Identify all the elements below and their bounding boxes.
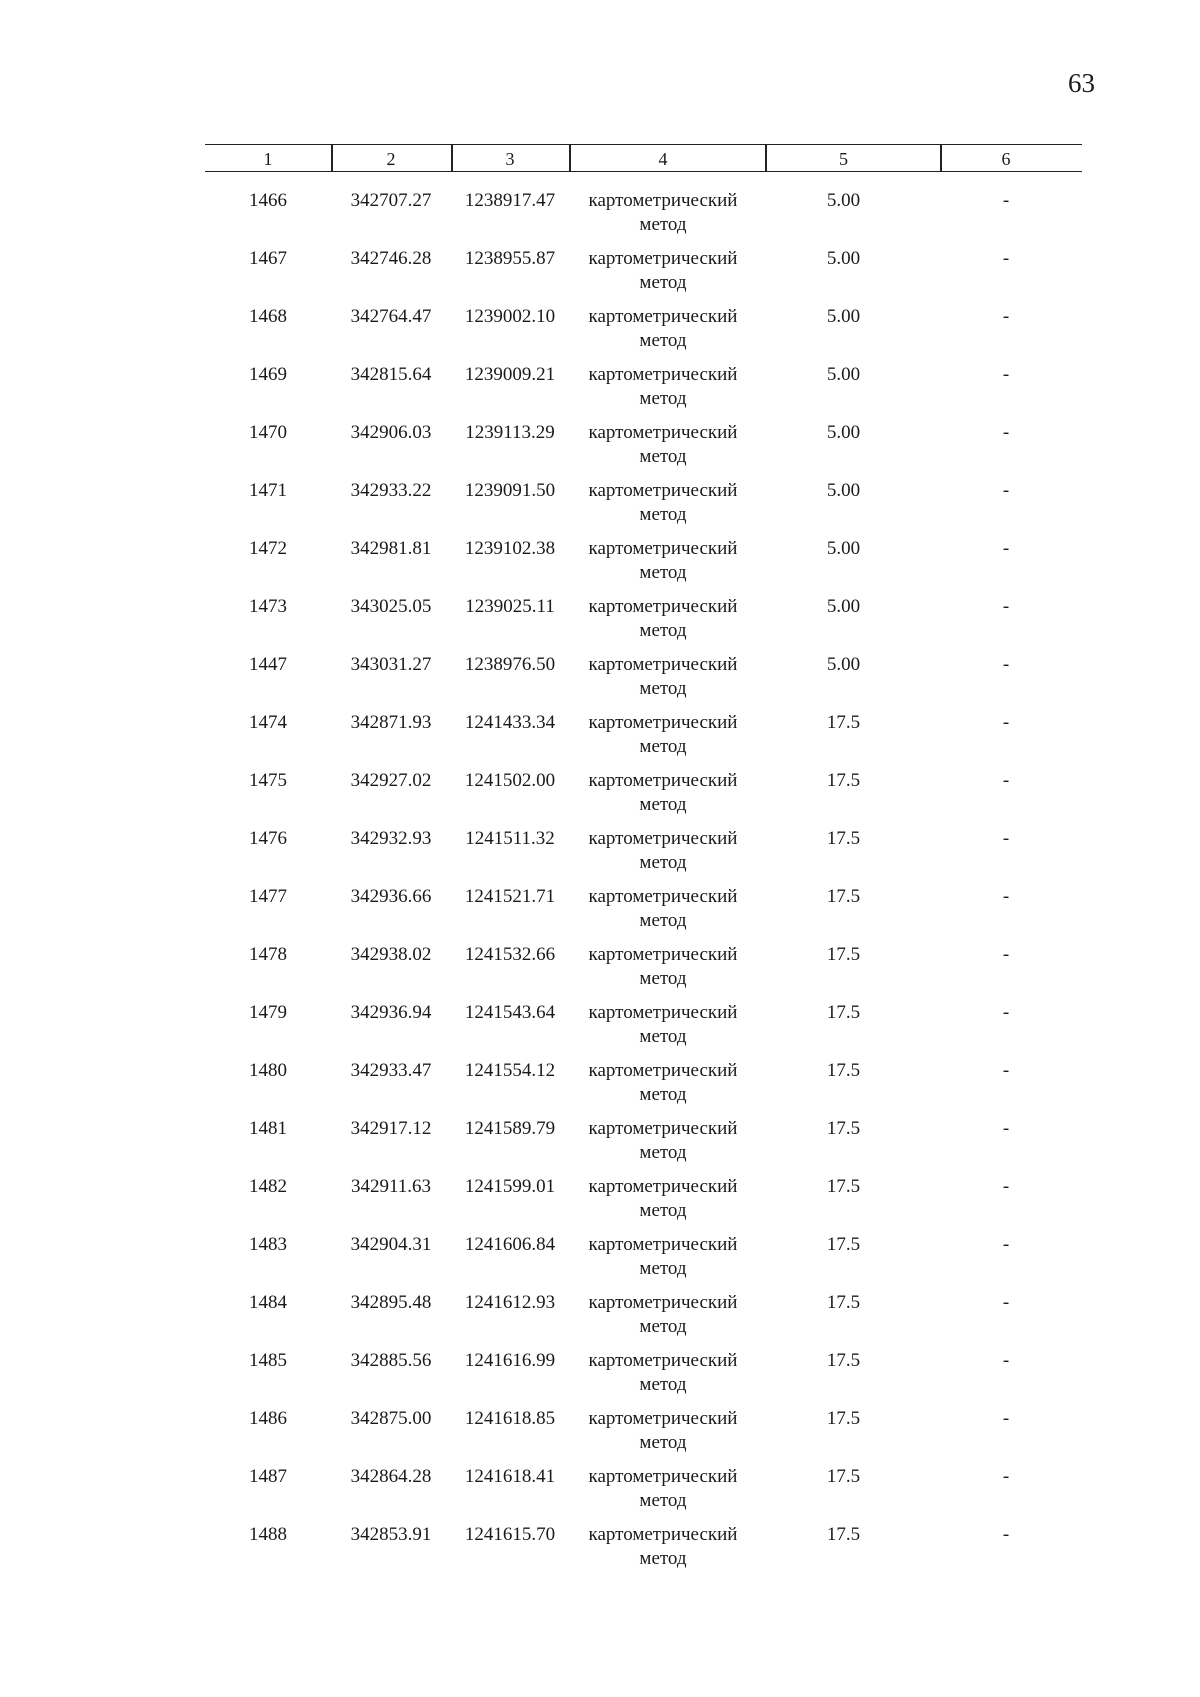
coordinate-y: 1239009.21 [464,364,556,385]
table-body [205,172,1082,1581]
method-cell [569,885,757,933]
method-line-1: картометрический [588,944,738,965]
column-header: 4 [658,149,668,169]
coordinate-y: 1241543.64 [464,1002,556,1023]
coordinate-x: 342815.64 [350,364,432,385]
coordinate-x: 342707.27 [350,190,432,211]
coordinate-y: 1238955.87 [464,248,556,269]
method-line-1: картометрический [588,1466,738,1487]
method-cell [569,1407,757,1455]
column-divider [331,145,333,171]
coordinate-y: 1241606.84 [464,1234,556,1255]
method-line-1: картометрический [588,770,738,791]
coordinate-y: 1239091.50 [464,480,556,501]
column-divider [940,145,942,171]
accuracy-value: 5.00 [826,538,861,559]
accuracy-value: 17.5 [826,886,861,907]
method-cell [569,1233,757,1281]
table-row [205,421,1082,479]
method-cell [569,537,757,585]
column-divider [451,145,453,171]
point-number: 1467 [249,248,287,269]
description-value: - [1002,422,1010,443]
point-number: 1471 [249,480,287,501]
table-row [205,769,1082,827]
column-header: 3 [505,149,515,169]
table-row [205,943,1082,1001]
method-line-1: картометрический [588,1524,738,1545]
point-number: 1478 [249,944,287,965]
coordinate-y: 1239002.10 [464,306,556,327]
description-value: - [1002,886,1010,907]
method-line-1: картометрический [588,828,738,849]
method-cell [569,247,757,295]
method-cell [569,363,757,411]
table-row [205,1349,1082,1407]
accuracy-value: 17.5 [826,1118,861,1139]
coordinate-x: 342864.28 [350,1466,432,1487]
coordinate-x: 342936.66 [350,886,432,907]
accuracy-value: 5.00 [826,596,861,617]
method-cell [569,1349,757,1397]
coordinate-x: 342981.81 [350,538,432,559]
accuracy-value: 5.00 [826,654,861,675]
point-number: 1480 [249,1060,287,1081]
accuracy-value: 17.5 [826,1060,861,1081]
table-row [205,1291,1082,1349]
method-line-1: картометрический [588,306,738,327]
method-cell [569,1059,757,1107]
method-cell [569,943,757,991]
description-value: - [1002,1524,1010,1545]
accuracy-value: 17.5 [826,1002,861,1023]
coordinate-y: 1241433.34 [464,712,556,733]
coordinate-x: 342917.12 [350,1118,432,1139]
table-row [205,1059,1082,1117]
coordinate-y: 1241502.00 [464,770,556,791]
method-cell [569,769,757,817]
description-value: - [1002,1350,1010,1371]
description-value: - [1002,654,1010,675]
point-number: 1447 [249,654,287,675]
coordinate-x: 343031.27 [350,654,432,675]
coordinate-x: 342906.03 [350,422,432,443]
coordinate-x: 342932.93 [350,828,432,849]
description-value: - [1002,828,1010,849]
method-cell [569,1001,757,1049]
description-value: - [1002,1060,1010,1081]
method-line-2: метод [639,794,687,815]
point-number: 1488 [249,1524,287,1545]
method-cell [569,305,757,353]
coordinate-y: 1241511.32 [465,828,555,849]
method-line-1: картометрический [588,886,738,907]
point-number: 1487 [249,1466,287,1487]
accuracy-value: 5.00 [826,422,861,443]
description-value: - [1002,538,1010,559]
table-row [205,1175,1082,1233]
method-line-2: метод [639,852,687,873]
method-line-2: метод [639,1026,687,1047]
description-value: - [1002,190,1010,211]
method-line-1: картометрический [588,1118,738,1139]
accuracy-value: 17.5 [826,944,861,965]
method-line-2: метод [639,562,687,583]
coordinate-x: 342871.93 [350,712,432,733]
method-line-2: метод [639,1142,687,1163]
table-row [205,711,1082,769]
method-line-2: метод [639,1490,687,1511]
accuracy-value: 5.00 [826,364,861,385]
method-cell [569,1175,757,1223]
coordinate-x: 342895.48 [350,1292,432,1313]
method-line-1: картометрический [588,596,738,617]
method-line-1: картометрический [588,654,738,675]
method-line-2: метод [639,736,687,757]
method-line-2: метод [639,330,687,351]
column-divider [765,145,767,171]
coordinate-x: 343025.05 [350,596,432,617]
coordinate-x: 342933.22 [350,480,432,501]
coordinate-y: 1241521.71 [464,886,556,907]
point-number: 1473 [249,596,287,617]
coordinate-x: 342904.31 [350,1234,432,1255]
coordinate-y: 1239025.11 [465,596,555,617]
table-row [205,885,1082,943]
point-number: 1475 [249,770,287,791]
method-cell [569,1523,757,1571]
method-cell [569,595,757,643]
coordinates-table [205,144,1082,1581]
description-value: - [1002,1234,1010,1255]
method-cell [569,827,757,875]
table-row [205,827,1082,885]
method-line-2: метод [639,504,687,525]
description-value: - [1002,596,1010,617]
method-cell [569,1465,757,1513]
point-number: 1472 [249,538,287,559]
method-line-1: картометрический [588,422,738,443]
coordinate-y: 1241612.93 [464,1292,556,1313]
point-number: 1485 [249,1350,287,1371]
coordinate-y: 1241599.01 [464,1176,556,1197]
table-row [205,1407,1082,1465]
description-value: - [1002,1176,1010,1197]
accuracy-value: 17.5 [826,1466,861,1487]
coordinate-y: 1238976.50 [464,654,556,675]
coordinate-x: 342746.28 [350,248,432,269]
method-line-1: картометрический [588,1060,738,1081]
method-cell [569,189,757,237]
page-number: 63 [1068,68,1095,98]
point-number: 1484 [249,1292,287,1313]
method-line-1: картометрический [588,1292,738,1313]
coordinate-x: 342936.94 [350,1002,432,1023]
accuracy-value: 5.00 [826,248,861,269]
point-number: 1469 [249,364,287,385]
method-line-2: метод [639,1432,687,1453]
method-line-1: картометрический [588,364,738,385]
method-line-2: метод [639,910,687,931]
table-row [205,1001,1082,1059]
accuracy-value: 17.5 [826,1350,861,1371]
point-number: 1486 [249,1408,287,1429]
point-number: 1483 [249,1234,287,1255]
coordinate-y: 1241589.79 [464,1118,556,1139]
column-divider [569,145,571,171]
column-header: 1 [263,149,273,169]
description-value: - [1002,1002,1010,1023]
table-row [205,1233,1082,1291]
method-line-1: картометрический [588,190,738,211]
accuracy-value: 17.5 [826,1408,861,1429]
method-cell [569,711,757,759]
method-cell [569,1291,757,1339]
description-value: - [1002,1292,1010,1313]
coordinate-y: 1239113.29 [465,422,555,443]
table-header-row [205,144,1082,172]
accuracy-value: 5.00 [826,480,861,501]
coordinate-y: 1241616.99 [464,1350,556,1371]
method-line-1: картометрический [588,1176,738,1197]
coordinate-y: 1239102.38 [464,538,556,559]
description-value: - [1002,1408,1010,1429]
accuracy-value: 17.5 [826,1524,861,1545]
method-cell [569,421,757,469]
coordinate-x: 342938.02 [350,944,432,965]
coordinate-x: 342875.00 [350,1408,432,1429]
column-header: 6 [1001,149,1011,169]
column-header: 2 [386,149,396,169]
coordinate-x: 342911.63 [350,1176,432,1197]
table-row [205,1465,1082,1523]
coordinate-y: 1241554.12 [464,1060,556,1081]
method-line-2: метод [639,214,687,235]
method-line-2: метод [639,1374,687,1395]
accuracy-value: 5.00 [826,306,861,327]
coordinate-y: 1238917.47 [464,190,556,211]
coordinate-y: 1241615.70 [464,1524,556,1545]
point-number: 1466 [249,190,287,211]
method-line-2: метод [639,1548,687,1569]
description-value: - [1002,364,1010,385]
coordinate-x: 342853.91 [350,1524,432,1545]
description-value: - [1002,248,1010,269]
method-cell [569,479,757,527]
method-line-2: метод [639,446,687,467]
table-row [205,595,1082,653]
accuracy-value: 17.5 [826,828,861,849]
table-row [205,537,1082,595]
coordinate-x: 342885.56 [350,1350,432,1371]
coordinate-y: 1241532.66 [464,944,556,965]
accuracy-value: 17.5 [826,1234,861,1255]
coordinate-y: 1241618.41 [464,1466,556,1487]
accuracy-value: 17.5 [826,1176,861,1197]
point-number: 1470 [249,422,287,443]
point-number: 1481 [249,1118,287,1139]
table-row [205,189,1082,247]
method-line-2: метод [639,1258,687,1279]
point-number: 1468 [249,306,287,327]
method-line-2: метод [639,620,687,641]
point-number: 1482 [249,1176,287,1197]
coordinate-x: 342933.47 [350,1060,432,1081]
table-row [205,1117,1082,1175]
description-value: - [1002,480,1010,501]
table-row [205,363,1082,421]
table-row [205,653,1082,711]
table-row [205,1523,1082,1581]
point-number: 1474 [249,712,287,733]
method-line-2: метод [639,1200,687,1221]
method-line-2: метод [639,388,687,409]
column-header: 5 [839,149,848,169]
method-line-1: картометрический [588,1350,738,1371]
table-row [205,305,1082,363]
method-line-1: картометрический [588,1002,738,1023]
description-value: - [1002,712,1010,733]
method-cell [569,1117,757,1165]
method-line-2: метод [639,1316,687,1337]
method-line-1: картометрический [588,248,738,269]
accuracy-value: 5.00 [826,190,861,211]
point-number: 1476 [249,828,287,849]
method-line-2: метод [639,1084,687,1105]
accuracy-value: 17.5 [826,770,861,791]
coordinate-x: 342764.47 [350,306,432,327]
coordinate-y: 1241618.85 [464,1408,556,1429]
description-value: - [1002,306,1010,327]
description-value: - [1002,770,1010,791]
method-line-1: картометрический [588,538,738,559]
method-line-1: картометрический [588,1234,738,1255]
table-row [205,479,1082,537]
point-number: 1479 [249,1002,287,1023]
method-line-1: картометрический [588,1408,738,1429]
point-number: 1477 [249,886,287,907]
coordinate-x: 342927.02 [350,770,432,791]
description-value: - [1002,944,1010,965]
method-line-1: картометрический [588,480,738,501]
method-line-2: метод [639,968,687,989]
method-line-1: картометрический [588,712,738,733]
description-value: - [1002,1118,1010,1139]
method-line-2: метод [639,272,687,293]
accuracy-value: 17.5 [826,1292,861,1313]
method-cell [569,653,757,701]
accuracy-value: 17.5 [826,712,861,733]
method-line-2: метод [639,678,687,699]
description-value: - [1002,1466,1010,1487]
table-row [205,247,1082,305]
